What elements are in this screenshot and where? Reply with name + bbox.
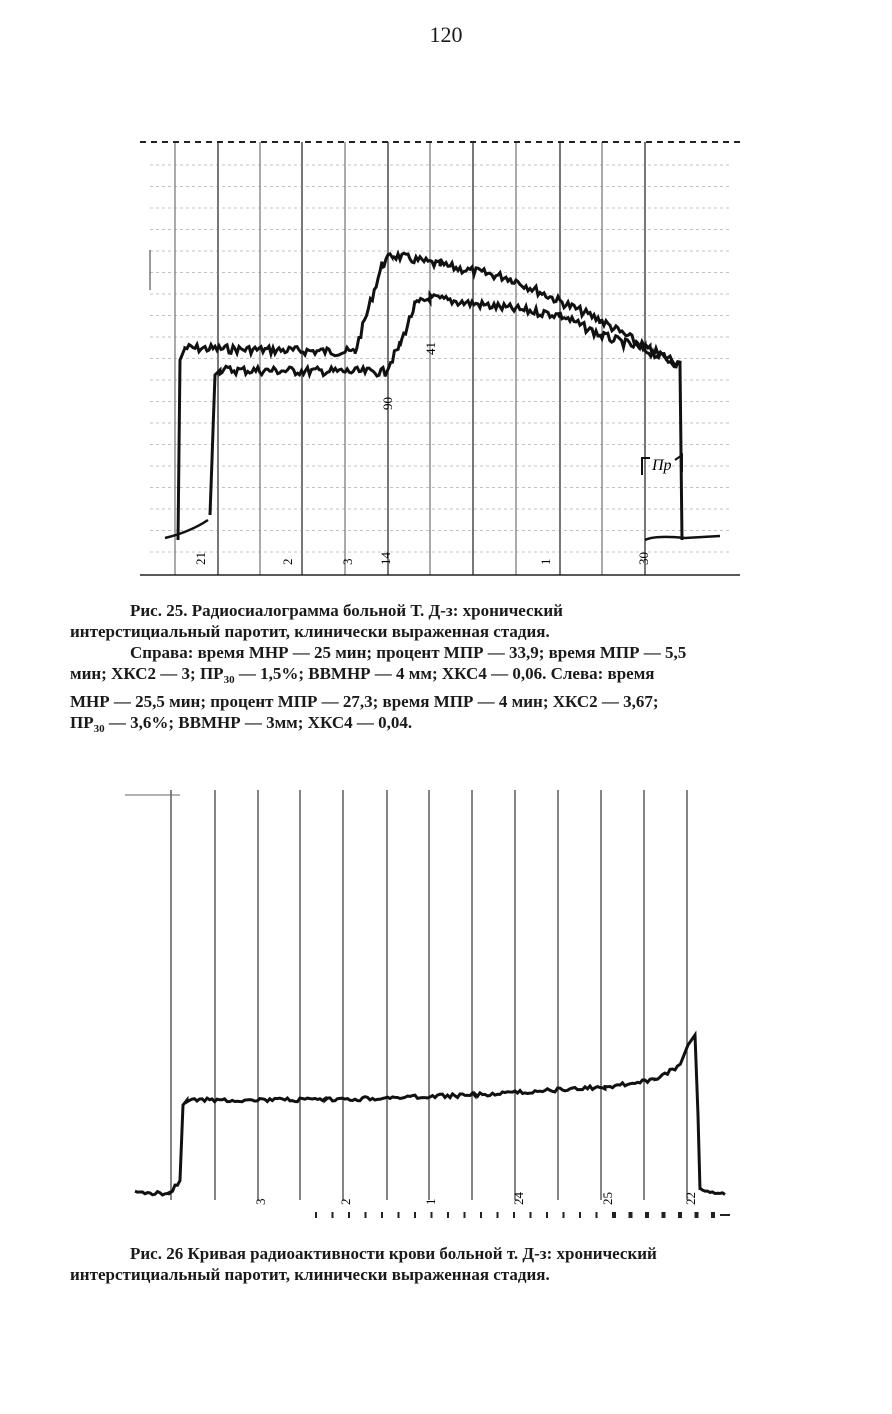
- tick-mark: [546, 1212, 548, 1218]
- curve-label-41: 41: [423, 342, 438, 355]
- fig26-grid-label-4: 24: [511, 1192, 526, 1205]
- caption-25-line-4-sub: 30: [223, 674, 235, 686]
- tick-mark: [332, 1212, 334, 1218]
- tick-mark: [431, 1212, 433, 1218]
- grid-label-2: 2: [280, 558, 295, 565]
- caption-25-line-6-sub: 30: [93, 723, 105, 735]
- tick-mark: [348, 1212, 350, 1218]
- caption-25-line-2: интерстициальный паротит, клинически выраженная стадия.: [70, 622, 550, 641]
- caption-25-line-6-b: — 3,6%; ВВМНР — 3мм; ХКС4 — 0,04.: [104, 713, 413, 732]
- tick-mark: [414, 1212, 416, 1218]
- tick-mark: [447, 1212, 449, 1218]
- tick-mark: [579, 1212, 581, 1218]
- tick-mark: [695, 1212, 699, 1218]
- tick-mark: [513, 1212, 515, 1218]
- tick-mark: [480, 1212, 482, 1218]
- tick-mark: [530, 1212, 532, 1218]
- tick-mark: [612, 1212, 616, 1218]
- page-number: 120: [429, 22, 463, 47]
- tick-mark: [629, 1212, 633, 1218]
- fig26-grid-label-3: 1: [423, 1198, 438, 1205]
- tick-mark: [645, 1212, 649, 1218]
- tick-mark: [381, 1212, 383, 1218]
- radiosialogram-figure: [130, 120, 750, 590]
- tick-mark: [563, 1212, 565, 1218]
- caption-26-line-1: Рис. 26 Кривая радиоактивности крови больной т. Д-з: хронический: [130, 1244, 657, 1263]
- bottom-tick-marks: [315, 1212, 730, 1218]
- tick-mark: [365, 1212, 367, 1218]
- tick-mark: [596, 1212, 598, 1218]
- tick-mark: [678, 1212, 682, 1218]
- tick-mark: [711, 1212, 715, 1218]
- fig26-grid-label-2: 2: [338, 1198, 353, 1205]
- caption-26-line-2: интерстициальный паротит, клинически выраженная стадия.: [70, 1265, 550, 1284]
- tick-mark: [315, 1212, 317, 1218]
- grid-label-4: 14: [378, 552, 393, 565]
- fig26-grid-label-6: 22: [683, 1192, 698, 1205]
- caption-25-line-6: [70, 712, 830, 740]
- caption-25-line-4-a: мин; ХКС2 — 3; ПР: [70, 664, 224, 683]
- grid-label-1: 21: [193, 552, 208, 565]
- caption-25-line-4: [70, 663, 830, 691]
- fig26-grid-label-1: 3: [253, 1198, 268, 1205]
- caption-25-line-4-b: — 1,5%; ВВМНР — 4 мм; ХКС4 — 0,06. Слева: время: [234, 664, 655, 683]
- grid-label-6: 30: [636, 552, 651, 565]
- radiosialogram-grid: [150, 142, 730, 575]
- blood-radioactivity-figure: [125, 775, 745, 1235]
- marker-label: Пр: [652, 457, 672, 474]
- caption-25-line-6-a: ПР: [70, 713, 94, 732]
- right-gland-curve: [178, 253, 678, 540]
- fig26-grid-label-5: 25: [600, 1192, 615, 1205]
- blood-radioactivity-grid: [171, 790, 687, 1200]
- caption-25-line-1: Рис. 25. Радиосиалограмма больной Т. Д-з: хронический: [130, 601, 563, 620]
- radiosialogram-plot: [130, 120, 750, 590]
- caption-25-line-5: МНР — 25,5 мин; процент МПР — 27,3; время МПР — 4 мин; ХКС2 — 3,67;: [70, 692, 659, 711]
- grid-label-5: 1: [538, 558, 553, 565]
- figure-26-caption: [70, 1243, 830, 1285]
- curve-label-90: 90: [380, 397, 395, 410]
- tick-mark: [398, 1212, 400, 1218]
- baseline-curve: [165, 520, 720, 540]
- caption-25-line-3: Справа: время МНР — 25 мин; процент МПР — 33,9; время МПР — 5,5: [130, 643, 687, 662]
- tick-mark: [497, 1212, 499, 1218]
- grid-label-3: 3: [340, 558, 355, 565]
- blood-radioactivity-plot: [125, 775, 745, 1235]
- tick-mark: [464, 1212, 466, 1218]
- tick-mark: [662, 1212, 666, 1218]
- figure-25-caption: [70, 600, 830, 740]
- blood-activity-curve: [135, 1035, 725, 1195]
